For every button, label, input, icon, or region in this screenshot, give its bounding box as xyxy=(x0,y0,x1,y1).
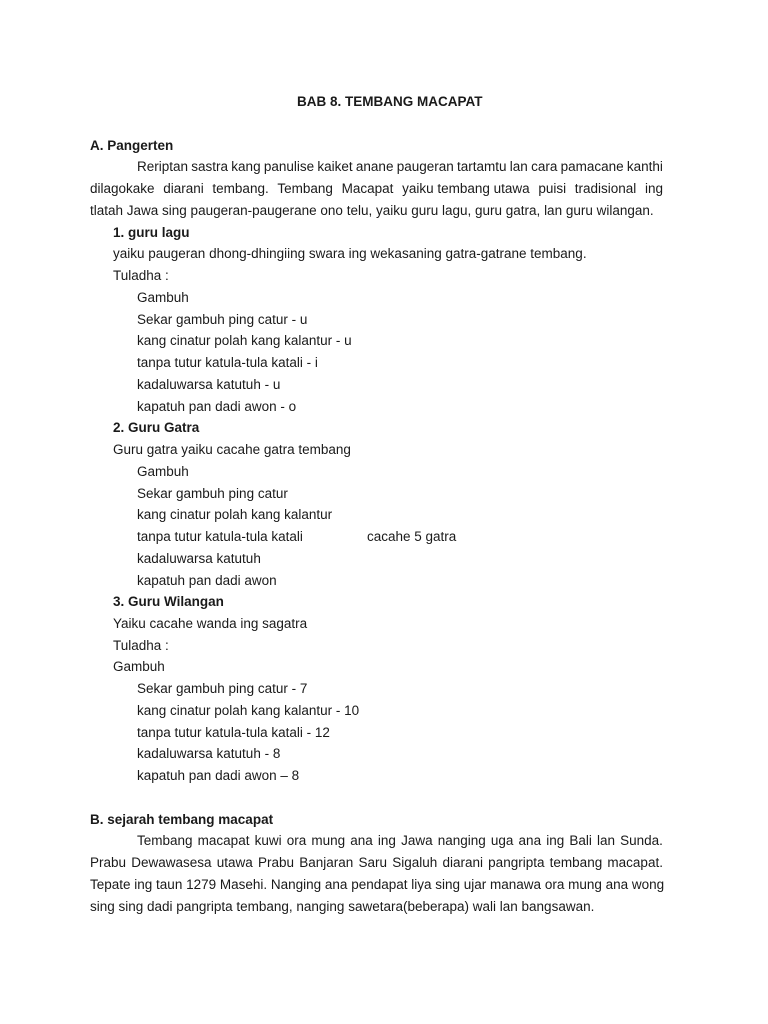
section-a-para-line-2: dilagokake diarani tembang. Tembang Macapat yaiku tembang utawa puisi tradisional ing xyxy=(90,181,663,196)
guru-lagu-desc: yaiku paugeran dhong-dhingiing swara ing wekasaning gatra-gatrane tembang. xyxy=(113,246,587,261)
guru-wilangan-line: kadaluwarsa katutuh - 8 xyxy=(137,746,281,761)
guru-lagu-line: kapatuh pan dadi awon - o xyxy=(137,399,297,414)
section-a-para-line-3: tlatah Jawa sing paugeran-paugerane ono telu, yaiku guru lagu, guru gatra, lan guru wilangan. xyxy=(90,203,654,218)
guru-gatra-note: cacahe 5 gatra xyxy=(367,529,457,544)
section-b-para-line-1: Tembang macapat kuwi ora mung ana ing Jawa nanging uga ana ing Bali lan Sunda. xyxy=(137,833,663,848)
guru-gatra-line: tanpa tutur katula-tula katali xyxy=(137,529,303,544)
guru-lagu-line: Sekar gambuh ping catur - u xyxy=(137,312,308,327)
guru-gatra-desc: Guru gatra yaiku cacahe gatra tembang xyxy=(113,442,351,457)
guru-wilangan-line: Sekar gambuh ping catur - 7 xyxy=(137,681,308,696)
guru-lagu-line: tanpa tutur katula-tula katali - i xyxy=(137,355,318,370)
guru-gatra-line: Gambuh xyxy=(137,464,189,479)
guru-lagu-heading: 1. guru lagu xyxy=(113,225,190,240)
guru-gatra-line: kang cinatur polah kang kalantur xyxy=(137,507,333,522)
guru-wilangan-title-line: Gambuh xyxy=(113,659,165,674)
section-b-para-line-2: Prabu Dewawasesa utawa Prabu Banjaran Saru Sigaluh diarani pangripta tembang macapat. xyxy=(90,855,663,870)
guru-gatra-line: kapatuh pan dadi awon xyxy=(137,573,277,588)
guru-gatra-line: kadaluwarsa katutuh xyxy=(137,551,261,566)
guru-lagu-example-label: Tuladha : xyxy=(113,268,169,283)
guru-wilangan-desc: Yaiku cacahe wanda ing sagatra xyxy=(113,616,308,631)
guru-gatra-heading: 2. Guru Gatra xyxy=(113,420,200,435)
section-b-para-line-3: Tepate ing taun 1279 Masehi. Nanging ana pendapat liya sing ujar manawa ora mung ana wong xyxy=(90,877,665,892)
guru-wilangan-line: kang cinatur polah kang kalantur - 10 xyxy=(137,703,360,718)
document-title: BAB 8. TEMBANG MACAPAT xyxy=(297,94,483,109)
section-a-heading: A. Pangerten xyxy=(90,138,174,153)
section-b-para-line-4: sing sing dadi pangripta tembang, nanging sawetara(beberapa) wali lan bangsawan. xyxy=(90,899,595,914)
guru-wilangan-example-label: Tuladha : xyxy=(113,638,169,653)
guru-lagu-line: kang cinatur polah kang kalantur - u xyxy=(137,333,352,348)
section-a-para-line-1: Reriptan sastra kang panulise kaiket anane paugeran tartamtu lan cara pamacane kanthi xyxy=(137,159,663,174)
guru-wilangan-heading: 3. Guru Wilangan xyxy=(113,594,224,609)
guru-wilangan-line: tanpa tutur katula-tula katali - 12 xyxy=(137,725,330,740)
guru-lagu-line: Gambuh xyxy=(137,290,189,305)
guru-lagu-line: kadaluwarsa katutuh - u xyxy=(137,377,281,392)
guru-wilangan-line: kapatuh pan dadi awon – 8 xyxy=(137,768,300,783)
guru-gatra-line: Sekar gambuh ping catur xyxy=(137,486,288,501)
section-b-heading: B. sejarah tembang macapat xyxy=(90,812,274,827)
